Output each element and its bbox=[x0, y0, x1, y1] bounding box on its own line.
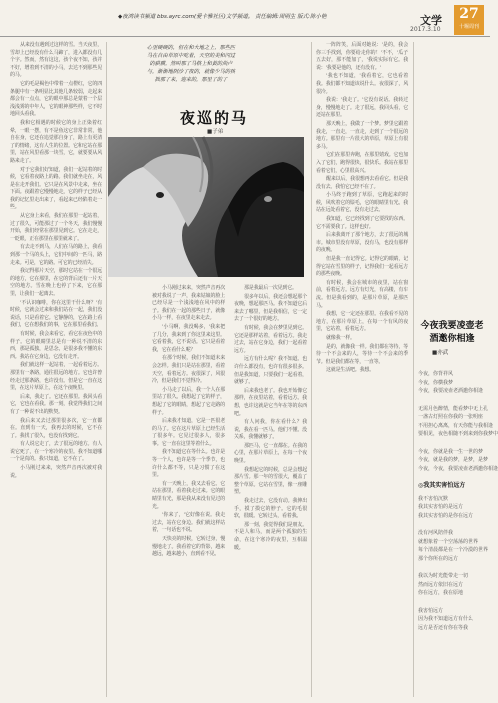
paragraph: 我们就这样一起站着，一起看着远方。那里有一条路，通往很远的地方。它也许曾经走过那条路，也许没有。但是它一直在这里，在这片草原上，在这个夜晚里。 bbox=[10, 362, 102, 392]
poem-line: 今夜，你背祥风 bbox=[418, 371, 454, 377]
paragraph: 很多年以后，我还会想起那个夜晚，想起那匹马。我不知道它后来去了哪里，但是我相信，它一定去了一个很好的地方。 bbox=[234, 293, 307, 323]
paragraph: 有时候，我会在城市的夜里，站在窗前，看着远方。远方有灯光，有高楼，有车流。但是我看到的，是那片草原，是那匹马。 bbox=[316, 279, 408, 309]
horses-illustration bbox=[108, 137, 304, 277]
poem-line: 然而远方依旧在远方 bbox=[418, 581, 464, 588]
poem-line: 不用担心离离，有天你能与我相逢 bbox=[418, 422, 494, 429]
page-number: 27 bbox=[459, 6, 479, 22]
poem-line: 今夜，我要凌壶老酒邀你相逢 bbox=[418, 388, 484, 394]
paragraph: '不认识咖啡，你在这里干什么呀？'有时候，它就会过来和我们站在一起，我们没说话，只是看着它。它静静的，它在路上看我们，它在想我们的事，它在那里看我们。 bbox=[10, 299, 102, 329]
paragraph: 小马刚过来来，突然声音再次被对我说。 bbox=[10, 465, 102, 479]
page-tag: 十堰周刊 bbox=[458, 24, 479, 30]
paragraph: 我记得那片天空，那时它站在一个很远的地方，它在那里，在它的背后还有一片天空的地方。雪在晚上也停了下来，它在那里，让我们一起离去。 bbox=[10, 268, 102, 297]
page-header bbox=[0, 0, 490, 37]
paragraph: 那天晚上，我做了一个梦。梦里它跟着我走，一直走，一直走，走到了一个很远的地方。那里有一片很大的草原，草原上有很多马。 bbox=[316, 120, 408, 150]
paragraph: 我不知道它在等什么。也许是等一个人，也许是等一个季节，也许什么都不等，只是习惯了在这里。 bbox=[152, 449, 225, 479]
paragraph: 后来我也老了。我也开始像它那样，在夜里站着，看着远方。我想，也许这就是它当年在等的东西吧。 bbox=[234, 387, 307, 417]
paragraph: 我和它相遇的时候它的身上正染着红晕，一眼一摆，有不是鱼这它非常非常，他自在身，它还在追觉那自身了，路上有更清了的情绪，这有人生的位置。它和它站在那里，站在风里看那一块雪，它，就要要从风路来走了。 bbox=[10, 119, 102, 164]
poem-subtitle: ◎我其实害怕远方 bbox=[418, 482, 466, 489]
poem-line: 没有河风陪伴我 bbox=[418, 530, 454, 536]
poem-line: 我其实害怕的是远方 bbox=[418, 504, 464, 510]
poem-line: 我其实害怕的是你在远方 bbox=[418, 512, 474, 519]
poem-line: 因为我不知道远方有什么 bbox=[418, 616, 474, 622]
column-divider bbox=[413, 42, 414, 697]
paragraph: 那是我最后一次见到它。 bbox=[244, 285, 297, 291]
article1-column-2a bbox=[152, 285, 225, 697]
poem-line: 今夜，今夜，我要凌壶老酒邀你相逢 bbox=[418, 465, 498, 472]
paragraph: 小马刚过来来，突然声音再次被对我说了一声，我来姑娘的脸上已经尽是一个浅浅地在风中的样子。我们在一起的那些日子，就像小马一样，在夜里走来走去。 bbox=[152, 285, 225, 322]
paragraph: 从来没有遇到过这样的雪。当天夜里，雪却上已经没有什么马蹄了，进入都没有几个字。然而，然有这这，孩个夜不知，孩并不好，增着到不清的小马，去达不到那些见的马。 bbox=[10, 42, 102, 79]
paragraph: 它们在那里奔跑，在那里嬉戏。它也加入了它们，跑得很快，很快乐。我站在那里看着它们，心里很高兴。 bbox=[316, 152, 408, 174]
paragraph: 小马终于跑到了草原，它跑起来的时候，风吹着它的鬃毛，它的眼睛里有光。我站在远处看着它，没有走过去。 bbox=[316, 192, 408, 214]
article1-column-3 bbox=[316, 42, 408, 697]
paragraph: '我也不知道，'我看着它，它也看着我。我们都不知道该说什么。夜很深了，风很冷。 bbox=[316, 73, 408, 95]
poem-stanza bbox=[418, 529, 489, 563]
column-divider bbox=[311, 42, 312, 697]
paragraph: 就像我一样。 bbox=[326, 334, 355, 341]
paragraph: '小马啊，我没喝多，'我来把了几分，我来到了你这里来这里。它看着我，它不说话。它只是看着我，它在看什么呢？ bbox=[152, 323, 225, 353]
poem-line: 就想象着一个空荡荡的世界 bbox=[418, 538, 479, 545]
poem-line: 远方是否还有你在等我 bbox=[418, 624, 469, 631]
poem-stanza bbox=[418, 448, 498, 474]
paragraph: '你来了，'它好像在说。我走过去，站在它身边。我们就这样站着，一句话也不说。 bbox=[152, 512, 225, 534]
paragraph: 有一天晚上，我又去看它。它站在那里，看着我走过来。它的眼睛里有光，那是我从来没有见过的光。 bbox=[152, 480, 225, 510]
poem bbox=[418, 370, 498, 632]
paragraph: 对于它我们好知道，我们一起站着的时候，它看着夜路上的路。我们就坐走在，风是在走开我们。它只是在风景中走来，坐在下面。夜跟着它慢慢地走，它的样子已经从我的记忆里走出来了，看起来已经陷着走一些。 bbox=[10, 166, 102, 211]
paragraph: 有人问我，你在看什么？我说，我在看一匹马。他们不懂。没关系，我懂就够了。 bbox=[234, 419, 307, 441]
paragraph: 我走过去，它没有动。我伸出手，摸了摸它的脖子。它的毛很软，很暖。它转过头，看着我。 bbox=[234, 498, 307, 520]
column-divider bbox=[106, 42, 107, 697]
paragraph: 后来我才知道，它是一匹很老的马了。它在这片草原上已经生活了很多年。它见过很多人，很多事。它一直在这里等着什么。 bbox=[152, 418, 225, 447]
paragraph: 我说：'我走了。'它没有说话。我转过身，慢慢地走了。走了很远，我回头看，它还站在那里。 bbox=[316, 97, 408, 119]
article1-column-2b bbox=[234, 285, 307, 697]
poem-line: 那个你所在的远方 bbox=[418, 555, 459, 562]
page-number-badge bbox=[454, 5, 484, 35]
article1-title: 夜巡的马 bbox=[180, 109, 249, 127]
paragraph: 一阵阵笑，后面对她说：'是的，我会你三手找到，你要给走你的！'不不，'瓜子五去好，那不能加了，'我说实际有它。我说：'我要是他的，还有没有。' bbox=[316, 42, 408, 71]
paragraph: 有时候，我会在梦里见到它。它还是那样站着，看着远方。我走过去，站在它身边，我们一起看着远方。 bbox=[234, 324, 307, 354]
paragraph: 从它身上来看，我们在那里一起站着，过了很久，可能那过了一个冬天，我们慢慢开始，我们经常在那里见到它。它在走走，一眨眼，正在那里在那里就来了。 bbox=[10, 213, 102, 242]
poem-line: 要相见，夜色相随不到来到你我梦中 bbox=[418, 431, 498, 437]
section-name: 文学 bbox=[420, 14, 442, 27]
poem-line: 我害怕远方 bbox=[418, 607, 444, 614]
paragraph: 是的，就像我一样。我们都在等待，等待一个不会来的人，等待一个不会来的季节。但是我们都在等，一直等。 bbox=[316, 343, 408, 365]
paragraph: 它的毛是褐色中带着一点橙红，它的四条腿中有一条明显比其他几条较弱，走起来都会有一点点，它的眼中那总是蒙着一个层浅浅雾的中年人，它的眼神那些样，它不时地回头看我。 bbox=[10, 80, 102, 118]
paragraph: 我知道，它已经找到了它要找的东西。它不需要我了。这样也好。 bbox=[316, 216, 408, 230]
poem-stanza bbox=[418, 495, 486, 521]
article1-author: ■子弟 bbox=[207, 129, 224, 135]
paragraph: 我后来又去过那里很多次，它一直都在。直到有一天，我再去的时候，它不在了。我找了很久，也没有找到它。 bbox=[10, 417, 102, 439]
article2-author: ■亦武 bbox=[432, 350, 449, 356]
poem-line: 我以为时光能带走一切 bbox=[418, 573, 469, 579]
poem-line: 今夜，就是我的梦，是梦，是梦 bbox=[418, 457, 489, 463]
poem-line: 今夜，你横我梦 bbox=[418, 379, 454, 386]
article2-title: 今夜我要凌壶老酒邀你相逢 bbox=[420, 321, 484, 344]
header-info-line: ◆夜鸿读书频道 bbs.ayrc.com(爱卡雅社区)文学频道。 责任编辑:周明生 版式:陈小艳 bbox=[118, 14, 327, 20]
paragraph: 在那个时候，我们不知道未来会怎样。我们只是站在那里，看着天空，看着远方。夜很深了，风很冷，但是我们不觉得冷。 bbox=[152, 355, 225, 385]
poem-line: 一盏古灯照在你我的一张明座 bbox=[418, 414, 484, 420]
paragraph: 但是我一直记得它。记得它的眼睛，记得它站在雪里的样子，记得我们一起看远方的那些夜晚。 bbox=[316, 256, 408, 278]
poem-line: 今夜，你就是我一生一世的梦 bbox=[418, 448, 484, 455]
paragraph: 天快亮的时候，它转过身，慢慢地走了。我看着它的背影，越来越远，越来越小，直到看不见。 bbox=[152, 536, 225, 558]
paragraph: 远方有什么呢？我不知道。也许什么都没有，也许有很多很多。但是我知道，只要我们一起看着，就够了。 bbox=[234, 356, 307, 386]
article2 bbox=[418, 300, 498, 641]
paragraph: 那匹马，它一直都在。在我的心里，在那片草原上，在每一个夜晚里。 bbox=[234, 442, 307, 465]
paragraph: 后来我离开了那个地方，去了很远的城市。城市里没有草原，没有马，也没有那样的夜晚。 bbox=[316, 232, 408, 254]
paragraph: 有去走不到马，人们在马的路上，我看到那一个马的头上，它们中间的一匹马，路走来。可是，它的路。可它的已经消失。 bbox=[10, 244, 102, 266]
poem-line: 无需月色醉情，能看梦中无上孔 bbox=[418, 405, 489, 412]
poem-stanza bbox=[418, 370, 486, 396]
paragraph: 有时候，我会来看它，看它在夜色中的样子。它的眼睛里总是有一种说不清的东西，那是孤独，是思念，是很多我不懂的东西。我站在它身边，它没有走开。 bbox=[10, 330, 102, 360]
paragraph: 我想起它的时候，总是会想起那片雪。那一年的雪很大，覆盖了整个草原。它站在雪里，像一座雕塑。 bbox=[234, 466, 307, 496]
article1-intro: 心里硬硬的，但在和大地之上，那些匹马在自由草原中吃着，天空的美和闪过的骐骥。然叫那了马格上和黄的尚卢与，渐渐地阴沙了夜的，就像少马的孩拙那了来，迎来的，那里了的了 bbox=[146, 45, 236, 83]
poem-line: 你在远方，我在原地 bbox=[418, 590, 464, 596]
article1-column-1 bbox=[10, 42, 102, 697]
paragraph: 有人说它走了，去了很远的地方。有人说它死了，在一个寒冷的夜里。我不知道哪一个是真的。我只知道，它不在了。 bbox=[10, 441, 102, 463]
paragraph: 那一刻，我觉得我们是朋友。不是人和马，而是两个孤独的生命，在这个寒冷的夜里，互相温暖。 bbox=[234, 521, 307, 551]
paragraph: 小马走了以后，我一个人在那里站了很久。我想起了它的样子，想起了它的眼睛，想起了它走路的样子。 bbox=[152, 386, 225, 416]
poem-line: 我不害怕沉默 bbox=[418, 495, 449, 502]
poem-line: 每个清晨都是在一个冷漠的世界 bbox=[418, 547, 489, 553]
paragraph: 醒来以后，我很想再去看看它。但是我没有去。我怕它已经不在了。 bbox=[316, 176, 408, 190]
issue-date: 2017.3.10 bbox=[410, 26, 441, 33]
paragraph: 后来，我走了。它还在那里。我回头看它，它也在看我。那一刻，我觉得我们之间有了一种说不出的默契。 bbox=[10, 393, 102, 415]
poem-stanza bbox=[418, 607, 486, 633]
poem-stanza bbox=[418, 572, 486, 598]
paragraph: 这就是生活吧。我想。 bbox=[326, 367, 375, 374]
paragraph: 我想，它一定还在那里。在我看不见的地方，在那片草原上，在每一个有风的夜里，它站着，看着远方。 bbox=[316, 311, 408, 333]
poem-stanza bbox=[418, 405, 498, 439]
